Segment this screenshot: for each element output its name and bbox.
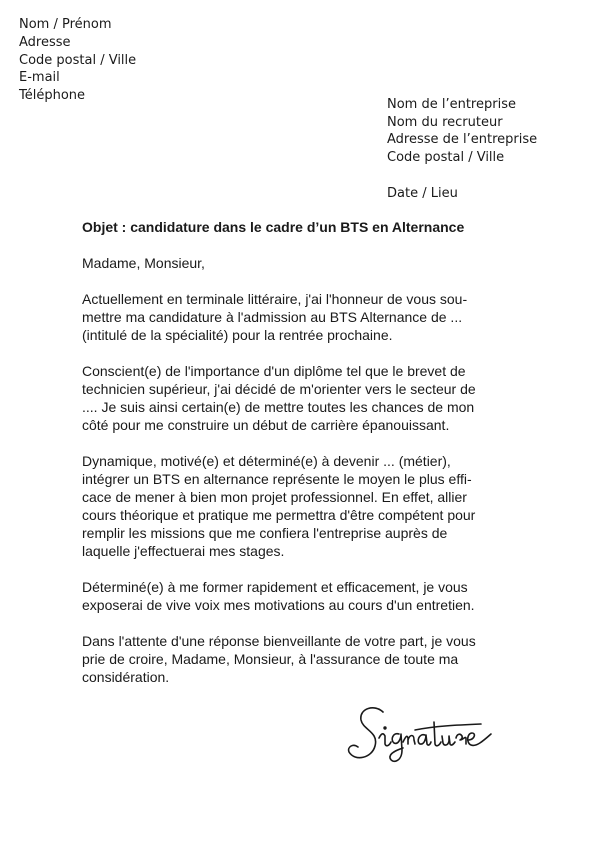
- paragraph-closing: [82, 632, 522, 686]
- paragraph-line: technicien supérieur, j'ai décidé de m'orienter vers le secteur de: [82, 381, 476, 397]
- paragraph-line: côté pour me construire un début de carrière épanouissant.: [82, 417, 450, 433]
- letter-body: [82, 254, 522, 704]
- paragraph-line: Dans l'attente d'une réponse bienveillante de votre part, je vous: [82, 633, 476, 649]
- paragraph-line: considération.: [82, 669, 170, 685]
- sender-block: [19, 16, 136, 105]
- paragraph-line: intégrer un BTS en alternance représente le moyen le plus effi-: [82, 471, 472, 487]
- sender-postal-city: Code postal / Ville: [19, 52, 137, 68]
- sender-name: Nom / Prénom: [19, 17, 112, 32]
- date-place: Date / Lieu: [387, 186, 458, 201]
- paragraph-line: mettre ma candidature à l'admission au BTS Alternance de ...: [82, 309, 463, 325]
- handwritten-signature: [345, 698, 495, 773]
- recipient-block: [387, 96, 537, 166]
- recipient-recruiter: Nom du recruteur: [387, 114, 503, 130]
- paragraph-line: remplir les missions que me confiera l'entreprise auprès de: [82, 525, 448, 541]
- paragraph-line: Conscient(e) de l'importance d'un diplôme tel que le brevet de: [82, 363, 466, 379]
- recipient-address: Adresse de l’entreprise: [387, 132, 538, 148]
- paragraph-line: Actuellement en terminale littéraire, j'ai l'honneur de vous sou-: [82, 291, 468, 307]
- letter-subject: Objet : candidature dans le cadre d’un BTS en Alternance: [82, 219, 465, 235]
- paragraph-qualities: [82, 452, 522, 560]
- paragraph-interview: [82, 578, 522, 614]
- paragraph-line: laquelle j'effectuerai mes stages.: [82, 543, 285, 559]
- paragraph-line: cours théorique et pratique me permettra d'être compétent pour: [82, 507, 476, 523]
- paragraph-line: Déterminé(e) à me former rapidement et efficacement, je vous: [82, 579, 468, 595]
- sender-email: E-mail: [19, 70, 60, 86]
- paragraph-motivation: [82, 362, 522, 434]
- recipient-postal-city: Code postal / Ville: [387, 149, 505, 165]
- recipient-company: Nom de l’entreprise: [387, 97, 516, 112]
- paragraph-line: (intitulé de la spécialité) pour la rentrée prochaine.: [82, 327, 393, 343]
- sender-address: Adresse: [19, 34, 71, 50]
- sender-phone: Téléphone: [19, 88, 86, 104]
- paragraph-intro: [82, 290, 522, 344]
- salutation: Madame, Monsieur,: [82, 255, 205, 271]
- paragraph-line: cace de mener à bien mon projet professionnel. En effet, allier: [82, 489, 467, 505]
- paragraph-line: exposerai de vive voix mes motivations au cours d'un entretien.: [82, 597, 475, 613]
- paragraph-line: prie de croire, Madame, Monsieur, à l'assurance de toute ma: [82, 651, 459, 667]
- paragraph-line: .... Je suis ainsi certain(e) de mettre toutes les chances de mon: [82, 399, 475, 415]
- paragraph-line: Dynamique, motivé(e) et déterminé(e) à devenir ... (métier),: [82, 453, 451, 469]
